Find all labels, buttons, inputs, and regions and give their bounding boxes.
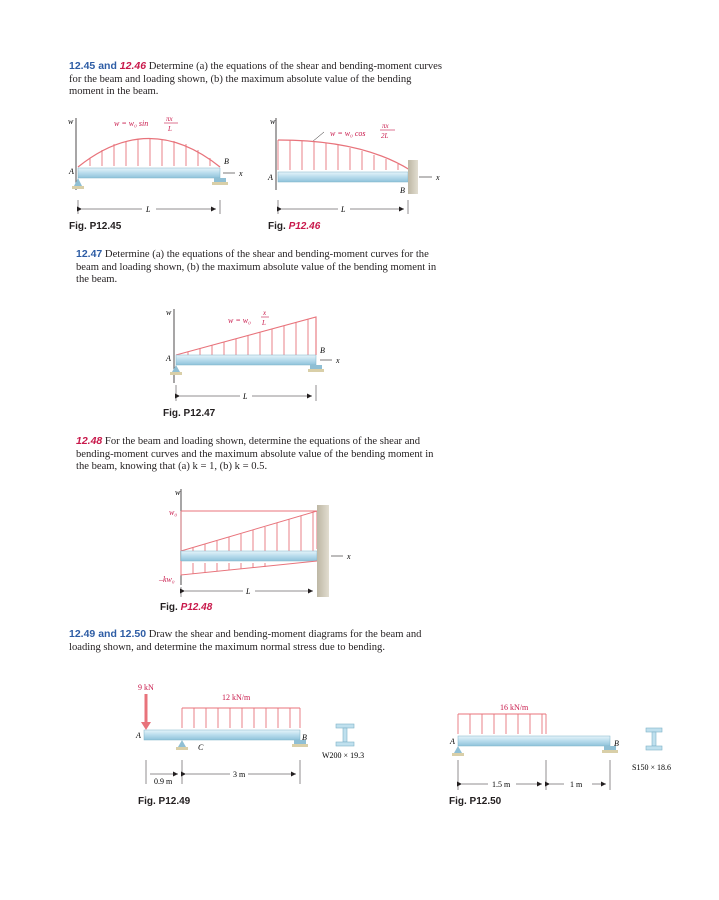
label-a: A: [136, 731, 141, 740]
label-a: A: [166, 354, 171, 363]
s-section-icon: [646, 728, 662, 750]
load-arrows: [290, 140, 398, 170]
label-x: x: [347, 552, 351, 561]
pin-support-a: [172, 365, 180, 372]
section-label: W200 × 19.3: [322, 751, 365, 760]
load-fraction-num: x: [263, 309, 267, 317]
load-arrows: [182, 708, 300, 728]
figure-p12-48: [155, 485, 365, 600]
dim-0-9m: 0.9 m: [154, 777, 173, 786]
w-axis-label: w: [175, 488, 181, 497]
beam: [144, 730, 300, 740]
figure-p12-50: [446, 700, 696, 795]
beam: [176, 355, 316, 365]
caption-p12-49: Fig. P12.49: [138, 796, 191, 807]
caption-p12-50: Fig. P12.50: [449, 796, 502, 807]
label-b: B: [320, 346, 325, 355]
roller-support-b: [214, 178, 226, 182]
label-a: A: [69, 167, 74, 176]
beam: [278, 172, 408, 182]
load-fraction-den: 2L: [381, 132, 389, 140]
caption-p12-45: Fig. P12.45: [69, 221, 122, 232]
caption-p12-47: Fig. P12.47: [163, 408, 216, 419]
problem-text: Determine (a) the equations of the shear and bending-moment curves for the beam and loading shown, (b) the maximum absolute value of the bending moment in the beam.: [76, 249, 437, 286]
load-fraction-den: L: [168, 125, 172, 133]
problem-number: 12.49 and 12.50: [69, 628, 147, 640]
roller-support-b: [310, 365, 322, 369]
figure-p12-47: [160, 305, 360, 405]
caption-p12-46: Fig. P12.46: [268, 221, 321, 232]
dist-load-label: 16 kN/m: [500, 703, 529, 712]
problem-text: Determine (a) the equations of the shear and bending-moment curves for the beam and loading shown, (b) the maximum absolute value of the bending moment in the beam.: [69, 61, 443, 98]
label-b: B: [400, 186, 405, 195]
point-load-arrowhead: [141, 722, 151, 730]
dist-load-label: 12 kN/m: [222, 693, 251, 702]
linear-load-bottom: [181, 561, 317, 575]
w-section-icon: [336, 724, 354, 746]
problem-12-45-12-46: [69, 60, 445, 99]
label-a: A: [268, 173, 273, 182]
section-label: S150 × 18.6: [632, 763, 671, 772]
label-b: B: [614, 739, 619, 748]
load-fraction-den: L: [262, 319, 266, 327]
caption-p12-48: Fig. P12.48: [160, 602, 213, 613]
problem-number: 12.47: [76, 248, 103, 260]
label-x: x: [436, 173, 440, 182]
problem-number: 12.48: [76, 435, 103, 447]
point-load-label: 9 kN: [138, 683, 154, 692]
w-axis-label: w: [166, 308, 172, 317]
pin-support-a: [454, 746, 462, 753]
dim-1m: 1 m: [570, 780, 583, 789]
label-l: L: [243, 392, 248, 401]
label-a: A: [450, 737, 455, 746]
load-arrows: [458, 714, 546, 734]
load-equation: w = w₀ sin: [114, 119, 149, 128]
fixed-wall: [408, 160, 418, 194]
pin-support-a: [74, 178, 82, 186]
load-fraction-num: πx: [382, 122, 389, 130]
figure-p12-49: [132, 680, 392, 790]
label-l: L: [146, 205, 151, 214]
w-axis-label: w: [270, 117, 276, 126]
label-c: C: [198, 743, 204, 752]
problem-number: 12.45 and 12.46: [69, 60, 147, 72]
label-b: B: [302, 733, 307, 742]
load-equation: w = w₀ cos: [330, 129, 366, 138]
beam: [181, 551, 317, 561]
problem-text: For the beam and loading shown, determine the equations of the shear and bending-moment curves and the maximum absolute value of the bending moment in the beam, knowing that (a) k = 1, (b) k = 0.5.: [76, 436, 434, 473]
label-x: x: [239, 169, 243, 178]
label-l: L: [341, 205, 346, 214]
problem-12-47: [76, 248, 446, 287]
figure-p12-45: [60, 110, 260, 220]
label-l: L: [246, 587, 251, 596]
label-b: B: [224, 157, 229, 166]
load-equation: w = w₀: [228, 316, 251, 325]
w0-label: w₀: [169, 508, 178, 517]
kw0-label: –kw₀: [159, 575, 175, 584]
load-arrows: [90, 138, 210, 166]
dim-1-5m: 1.5 m: [492, 780, 511, 789]
beam: [458, 736, 610, 746]
label-x: x: [336, 356, 340, 365]
w-axis-label: w: [68, 117, 74, 126]
problem-12-49-12-50: [69, 628, 445, 654]
dim-3m: 3 m: [233, 770, 246, 779]
load-fraction-num: πx: [166, 115, 173, 123]
cosine-load-curve: [278, 140, 410, 170]
beam: [78, 168, 220, 178]
problem-12-48: [76, 435, 446, 474]
linear-load-top: [181, 511, 317, 551]
sine-load-curve: [78, 139, 220, 168]
pin-support-c: [178, 740, 186, 747]
figure-p12-46: [262, 110, 462, 220]
fixed-wall: [317, 505, 329, 597]
problem-text: Draw the shear and bending-moment diagrams for the beam and loading shown, and determine the maximum normal stress due to bending.: [69, 629, 422, 653]
